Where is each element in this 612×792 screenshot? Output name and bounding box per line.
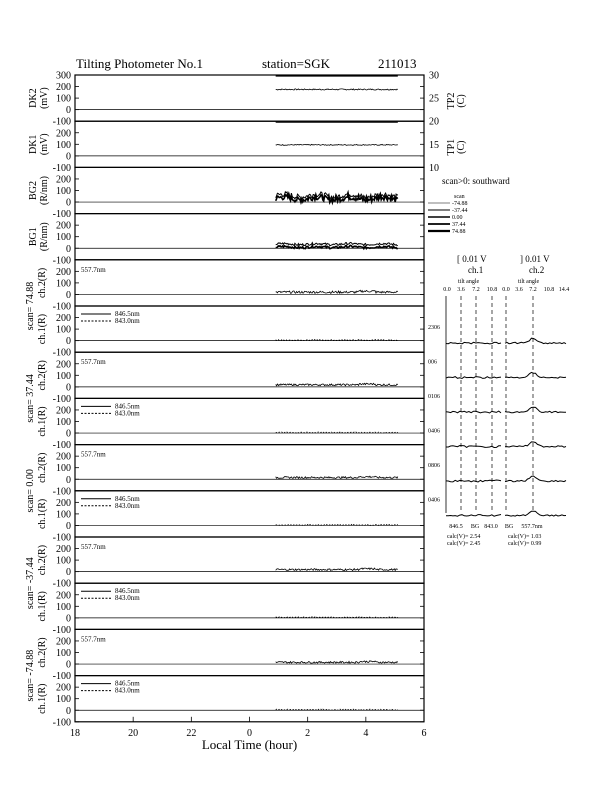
panel-unit-label: ch.1(R) bbox=[37, 683, 48, 714]
inset-bottom-label: BG bbox=[470, 524, 480, 530]
panel-frame bbox=[75, 537, 424, 583]
y-tick-label: 300 bbox=[56, 70, 71, 82]
wavelength-annotation: 557.7nm bbox=[81, 450, 106, 459]
panel-frame bbox=[75, 352, 424, 398]
ch2-name: ch.2 bbox=[529, 265, 545, 275]
tp2-unit: (C) bbox=[456, 94, 467, 108]
panel-unit-label: (mV) bbox=[39, 87, 50, 109]
ch1-profile bbox=[446, 411, 501, 413]
y-tick-label: -100 bbox=[52, 532, 71, 544]
scan-value: -37.44 bbox=[452, 208, 468, 214]
tp2-label: TP2 bbox=[446, 92, 457, 110]
ch2-tilt-tick: 14.4 bbox=[558, 287, 570, 293]
y-tick-label: 0 bbox=[66, 197, 71, 209]
ch1-tilt-tick: 0.0 bbox=[443, 287, 451, 293]
y-tick-label: 200 bbox=[56, 590, 71, 602]
panel-label: scan= -37.44 bbox=[25, 557, 36, 610]
data-trace bbox=[276, 144, 398, 145]
panel-unit-label: (R/nm) bbox=[39, 176, 50, 205]
data-trace bbox=[276, 568, 398, 571]
scan-direction-note: scan>0: southward bbox=[442, 176, 510, 186]
panel-unit-label: ch.1(R) bbox=[37, 406, 48, 437]
y-tick-label: 0 bbox=[66, 705, 71, 717]
panel-label: DK2 bbox=[28, 88, 39, 108]
legend-label: 846.5nm bbox=[115, 402, 140, 411]
y-tick-label: 100 bbox=[56, 139, 71, 151]
scan-value: 37.44 bbox=[452, 222, 466, 228]
temp-tick-label: 25 bbox=[429, 93, 439, 105]
legend-label: 843.0nm bbox=[115, 594, 140, 603]
panel-frame bbox=[75, 260, 424, 306]
ch2-tilt-tick: 10.8 bbox=[543, 287, 555, 293]
ch2-tilt-label: tilt angle bbox=[518, 279, 540, 285]
panel-frame bbox=[75, 629, 424, 675]
y-tick-label: -100 bbox=[52, 717, 71, 729]
chart-title: Tilting Photometer No.1 bbox=[76, 56, 204, 71]
legend-label: 843.0nm bbox=[115, 317, 140, 325]
y-tick-label: 0 bbox=[66, 567, 71, 579]
legend-label: 843.0nm bbox=[115, 409, 140, 418]
y-tick-label: 200 bbox=[56, 174, 71, 186]
x-tick-label: 4 bbox=[363, 727, 369, 739]
ch2-profile bbox=[505, 372, 566, 378]
data-trace bbox=[276, 476, 398, 478]
y-tick-label: 100 bbox=[56, 186, 71, 197]
panel-unit-label: (R/nm) bbox=[39, 222, 50, 252]
y-tick-label: 0 bbox=[66, 382, 71, 394]
y-tick-label: 100 bbox=[56, 463, 71, 475]
y-tick-label: 100 bbox=[56, 93, 71, 105]
x-tick-label: 18 bbox=[70, 727, 80, 739]
panel-label: scan= -74.88 bbox=[25, 649, 36, 702]
ch2-profile bbox=[505, 338, 566, 344]
y-tick-label: -100 bbox=[52, 162, 71, 174]
y-tick-label: -100 bbox=[52, 301, 71, 313]
y-tick-label: -100 bbox=[52, 393, 71, 405]
y-tick-label: 0 bbox=[66, 105, 71, 117]
y-tick-label: 0 bbox=[66, 659, 71, 671]
panel-frame bbox=[75, 167, 424, 213]
ch2-profile bbox=[505, 511, 566, 516]
legend-label: 843.0nm bbox=[115, 501, 140, 510]
y-tick-label: -100 bbox=[52, 671, 71, 683]
ch1-calc: calc(V)= 2.54 bbox=[447, 534, 481, 540]
panel-unit-label: (mV) bbox=[39, 133, 50, 156]
x-tick-label: 6 bbox=[421, 727, 427, 739]
ch1-calc: calc(V)= 2.45 bbox=[447, 541, 481, 547]
panel-unit-label: ch.2(R) bbox=[37, 544, 48, 576]
data-trace bbox=[276, 661, 398, 664]
panel-label: scan= 74.88 bbox=[25, 281, 36, 331]
temp-tick-label: 20 bbox=[429, 116, 439, 128]
ch2-tilt-tick: 3.6 bbox=[515, 287, 523, 293]
y-tick-label: 200 bbox=[56, 405, 71, 417]
y-tick-label: 200 bbox=[56, 636, 71, 648]
legend-label: 846.5nm bbox=[115, 310, 140, 318]
panel-unit-label: ch.2(R) bbox=[37, 267, 48, 299]
y-tick-label: 100 bbox=[56, 324, 71, 336]
y-tick-label: 0 bbox=[66, 520, 71, 532]
y-tick-label: -100 bbox=[52, 440, 71, 452]
x-tick-label: 0 bbox=[247, 727, 252, 739]
inset-bottom-label: 557.7nm bbox=[521, 524, 543, 530]
panel-label: DK1 bbox=[28, 134, 39, 155]
y-tick-label: -100 bbox=[52, 624, 71, 636]
y-tick-label: -100 bbox=[52, 578, 71, 590]
ch1-tilt-tick: 3.6 bbox=[457, 287, 465, 293]
wavelength-annotation: 557.7nm bbox=[81, 543, 106, 551]
y-tick-label: 200 bbox=[56, 82, 71, 94]
x-tick-label: 2 bbox=[305, 727, 311, 739]
legend-label: 846.5nm bbox=[115, 587, 140, 596]
panel-unit-label: ch.1(R) bbox=[37, 591, 48, 622]
y-tick-label: 200 bbox=[56, 359, 71, 371]
data-trace bbox=[276, 89, 398, 90]
y-tick-label: -100 bbox=[52, 255, 71, 267]
y-tick-label: 200 bbox=[56, 682, 71, 694]
y-tick-label: 100 bbox=[56, 370, 71, 382]
ch1-tilt-tick: 7.2 bbox=[472, 287, 480, 293]
y-tick-label: 200 bbox=[56, 497, 71, 509]
ch1-profile bbox=[446, 342, 501, 344]
panel-frame bbox=[75, 75, 424, 121]
inset-row-label: 0806 bbox=[428, 463, 440, 469]
data-trace bbox=[276, 290, 398, 293]
x-tick-label: 20 bbox=[128, 727, 139, 739]
panel-frame bbox=[75, 214, 424, 260]
legend-label: 846.5nm bbox=[115, 679, 140, 688]
ch2-calc: calc(V)= 0.99 bbox=[508, 541, 542, 547]
panel-unit-label: ch.2(R) bbox=[37, 452, 48, 483]
panel-frame bbox=[75, 445, 424, 491]
ch1-profile bbox=[446, 515, 501, 517]
ch2-profile bbox=[505, 442, 566, 447]
y-tick-label: 0 bbox=[66, 428, 71, 440]
legend-label: 843.0nm bbox=[115, 686, 140, 695]
inset-bottom-label: BG bbox=[504, 524, 514, 530]
y-tick-label: 100 bbox=[56, 601, 71, 613]
y-tick-label: 200 bbox=[56, 128, 71, 140]
panel-frame bbox=[75, 121, 424, 167]
y-tick-label: -100 bbox=[52, 486, 71, 498]
x-tick-label: 22 bbox=[186, 727, 197, 739]
y-tick-label: 100 bbox=[56, 509, 71, 521]
y-tick-label: 0 bbox=[66, 336, 71, 348]
y-tick-label: 0 bbox=[66, 474, 71, 486]
ch1-profile bbox=[446, 446, 501, 448]
temp-tick-label: 15 bbox=[429, 139, 439, 151]
wavelength-annotation: 557.7nm bbox=[81, 265, 106, 274]
panel-unit-label: ch.2(R) bbox=[37, 360, 48, 391]
date-label: 211013 bbox=[378, 56, 417, 71]
ch2-profile bbox=[505, 407, 566, 413]
tp1-label: TP1 bbox=[446, 138, 457, 156]
wavelength-annotation: 557.7nm bbox=[81, 635, 106, 644]
y-tick-label: -100 bbox=[52, 209, 71, 221]
inset-row-label: 006 bbox=[428, 359, 437, 366]
y-tick-label: 100 bbox=[56, 555, 71, 567]
panel-unit-label: ch.1(R) bbox=[37, 498, 48, 530]
panel-label: BG1 bbox=[28, 227, 39, 247]
y-tick-label: 200 bbox=[56, 544, 71, 556]
ch2-calc: calc(V)= 1.03 bbox=[508, 534, 542, 540]
y-tick-label: -100 bbox=[52, 116, 71, 128]
tp1-unit: (C) bbox=[456, 140, 467, 154]
scan-value: -74.88 bbox=[452, 201, 468, 207]
y-tick-label: 0 bbox=[66, 613, 71, 625]
scan-header: scan bbox=[454, 194, 465, 200]
x-axis-label: Local Time (hour) bbox=[201, 736, 298, 752]
scan-value: 0.00 bbox=[452, 215, 463, 221]
inset-bottom-label: 843.0 bbox=[484, 524, 498, 530]
ch1-profile bbox=[446, 480, 501, 482]
inset-row-label: 0406 bbox=[428, 497, 440, 504]
y-tick-label: 100 bbox=[56, 648, 71, 659]
y-tick-label: 200 bbox=[56, 451, 71, 463]
station-label: station=SGK bbox=[262, 56, 331, 71]
y-tick-label: 100 bbox=[56, 417, 71, 428]
wavelength-annotation: 557.7nm bbox=[81, 358, 106, 367]
panel-unit-label: ch.1(R) bbox=[37, 313, 48, 345]
y-tick-label: 100 bbox=[56, 278, 71, 290]
ch2-tilt-tick: 7.2 bbox=[529, 287, 537, 293]
y-tick-label: -100 bbox=[52, 347, 71, 359]
temp-tick-label: 30 bbox=[429, 70, 439, 82]
temp-tick-label: 10 bbox=[429, 162, 439, 174]
y-tick-label: 0 bbox=[66, 243, 71, 255]
ch1-tilt-label: tilt angle bbox=[458, 279, 480, 285]
y-tick-label: 100 bbox=[56, 232, 71, 244]
inset-row-label: 2306 bbox=[428, 325, 440, 331]
scan-value: 74.88 bbox=[452, 229, 466, 235]
ch2-profile bbox=[505, 476, 566, 482]
ch2-scale: ] 0.01 V bbox=[520, 254, 550, 264]
y-tick-label: 100 bbox=[56, 694, 71, 706]
panel-label: scan= 0.00 bbox=[25, 469, 36, 513]
inset-row-label: 0106 bbox=[428, 394, 440, 400]
ch2-tilt-tick: 0.0 bbox=[502, 287, 510, 293]
y-tick-label: 0 bbox=[66, 151, 71, 163]
panel-unit-label: ch.2(R) bbox=[37, 637, 48, 668]
ch1-profile bbox=[446, 377, 501, 379]
data-trace bbox=[276, 383, 398, 386]
ch1-name: ch.1 bbox=[468, 265, 484, 275]
ch1-scale: [ 0.01 V bbox=[457, 254, 487, 264]
y-tick-label: 200 bbox=[56, 313, 71, 325]
inset-bottom-label: 846.5 bbox=[449, 524, 463, 530]
y-tick-label: 200 bbox=[56, 220, 71, 232]
inset-row-label: 0406 bbox=[428, 428, 440, 435]
panel-label: BG2 bbox=[28, 181, 39, 200]
y-tick-label: 200 bbox=[56, 266, 71, 278]
panel-label: scan= 37.44 bbox=[25, 374, 36, 423]
ch1-tilt-tick: 10.8 bbox=[486, 287, 498, 293]
y-tick-label: 0 bbox=[66, 289, 71, 301]
legend-label: 846.5nm bbox=[115, 494, 140, 503]
